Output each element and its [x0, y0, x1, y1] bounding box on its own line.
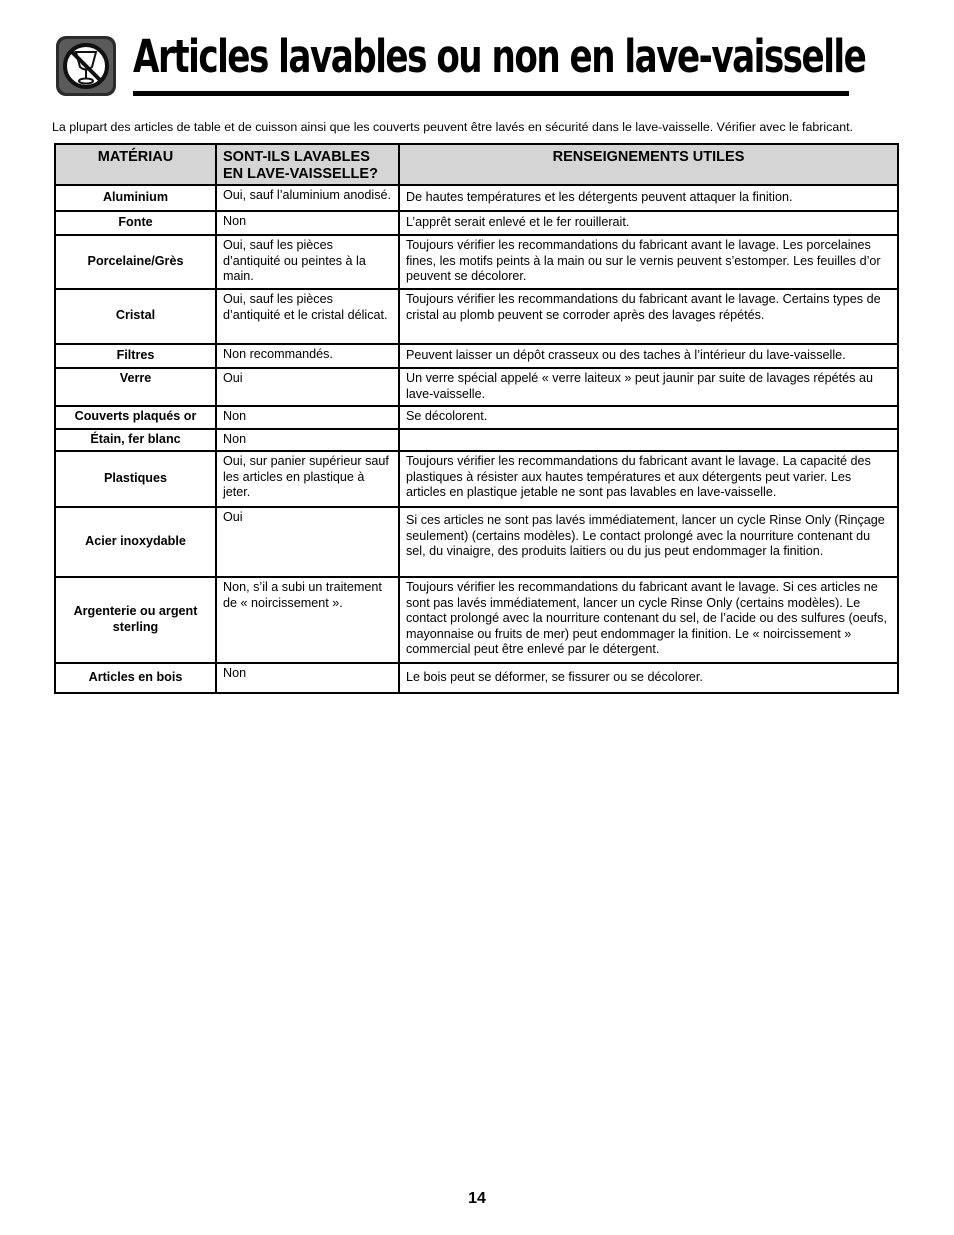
table-row: [55, 663, 898, 693]
table-row: [55, 185, 898, 211]
info-cell: Un verre spécial appelé « verre laiteux » peut jaunir par suite de lavages répétés au lave-vaisselle.: [399, 368, 898, 406]
table-row: [55, 289, 898, 344]
washable-cell: Oui, sur panier supérieur sauf les articles en plastique à jeter.: [216, 451, 399, 507]
info-cell: Toujours vérifier les recommandations du fabricant avant le lavage. Si ces articles ne sont pas lavés immédiatement, lancer un cycle Rinse Only (certains modèles). Le contact prolongé avec la nourriture contenant du sel, de l’acide ou des sulfures (oeufs, mayonnaise ou fruits de mer) peut endommager la finition. Le « noircissement » commercial peut être enlevé par le détergent.: [399, 577, 898, 663]
page-header: [55, 30, 866, 99]
washable-cell: Oui, sauf l’aluminium anodisé.: [216, 185, 399, 211]
table-row: [55, 429, 898, 452]
material-cell: Argenterie ou argent sterling: [55, 577, 216, 663]
header-material: MATÉRIAU: [55, 144, 216, 185]
material-cell: Verre: [55, 368, 216, 406]
info-cell: L’apprêt serait enlevé et le fer rouillerait.: [399, 211, 898, 235]
header-washable-line1: SONT-ILS LAVABLES: [223, 149, 370, 165]
info-cell: Le bois peut se déformer, se fissurer ou se décolorer.: [399, 663, 898, 693]
info-cell: [399, 429, 898, 452]
washable-cell: Oui, sauf les pièces d’antiquité et le cristal délicat.: [216, 289, 399, 344]
material-cell: Porcelaine/Grès: [55, 235, 216, 289]
table-row: [55, 406, 898, 429]
material-cell: Filtres: [55, 344, 216, 368]
material-cell: Plastiques: [55, 451, 216, 507]
header-washable-line2: EN LAVE-VAISSELLE?: [223, 166, 378, 182]
intro-paragraph: La plupart des articles de table et de cuisson ainsi que les couverts peuvent être lavés en sécurité dans le lave-vaisselle. Vérifier avec le fabricant.: [52, 120, 854, 134]
washable-cell: Non recommandés.: [216, 344, 399, 368]
washable-cell: Non: [216, 406, 399, 429]
table-row: [55, 451, 898, 507]
table-row: [55, 344, 898, 368]
table-row: [55, 235, 898, 289]
page-number: 14: [468, 1190, 486, 1207]
info-cell: Toujours vérifier les recommandations du fabricant avant le lavage. La capacité des plastiques à résister aux hautes températures et aux détergents peut varier. Les articles en plastique jetable ne sont pas lavables en lave-vaisselle.: [399, 451, 898, 507]
material-cell: Articles en bois: [55, 663, 216, 693]
material-cell: Cristal: [55, 289, 216, 344]
header-washable: [216, 144, 399, 185]
table-row: [55, 211, 898, 235]
info-cell: De hautes températures et les détergents peuvent attaquer la finition.: [399, 185, 898, 211]
table-header-row: [55, 144, 898, 185]
washable-cell: Non, s’il a subi un traitement de « noircissement ».: [216, 577, 399, 663]
washable-cell: Non: [216, 663, 399, 693]
no-glassware-icon: [55, 35, 117, 97]
title-rule: [133, 91, 849, 96]
info-cell: Se décolorent.: [399, 406, 898, 429]
info-cell: Toujours vérifier les recommandations du fabricant avant le lavage. Les porcelaines fines, les motifs peints à la main ou sur le vernis peuvent s’estomper. Les feuilles d’or peuvent se décolorer.: [399, 235, 898, 289]
table-row: [55, 507, 898, 577]
material-cell: Acier inoxydable: [55, 507, 216, 577]
info-cell: Toujours vérifier les recommandations du fabricant avant le lavage. Certains types de cristal au plomb peuvent se corroder après des lavages répétés.: [399, 289, 898, 344]
material-cell: Fonte: [55, 211, 216, 235]
info-cell: Si ces articles ne sont pas lavés immédiatement, lancer un cycle Rinse Only (Rinçage seulement) (certains modèles). Le contact prolongé avec la nourriture contenant du sel, du vinaigre, des produits laitiers ou du jus peut endommager la finition.: [399, 507, 898, 577]
washable-cell: Oui: [216, 507, 399, 577]
page-title: Articles lavables ou non en lave-vaisselle: [133, 30, 866, 83]
table-row: [55, 577, 898, 663]
washable-cell: Oui: [216, 368, 399, 406]
dishwasher-safe-table: [54, 143, 899, 694]
material-cell: Couverts plaqués or: [55, 406, 216, 429]
washable-cell: Non: [216, 211, 399, 235]
info-cell: Peuvent laisser un dépôt crasseux ou des taches à l’intérieur du lave-vaisselle.: [399, 344, 898, 368]
table-row: [55, 368, 898, 406]
material-cell: Étain, fer blanc: [55, 429, 216, 452]
washable-cell: Non: [216, 429, 399, 452]
washable-cell: Oui, sauf les pièces d’antiquité ou peintes à la main.: [216, 235, 399, 289]
material-cell: Aluminium: [55, 185, 216, 211]
header-info: RENSEIGNEMENTS UTILES: [399, 144, 898, 185]
